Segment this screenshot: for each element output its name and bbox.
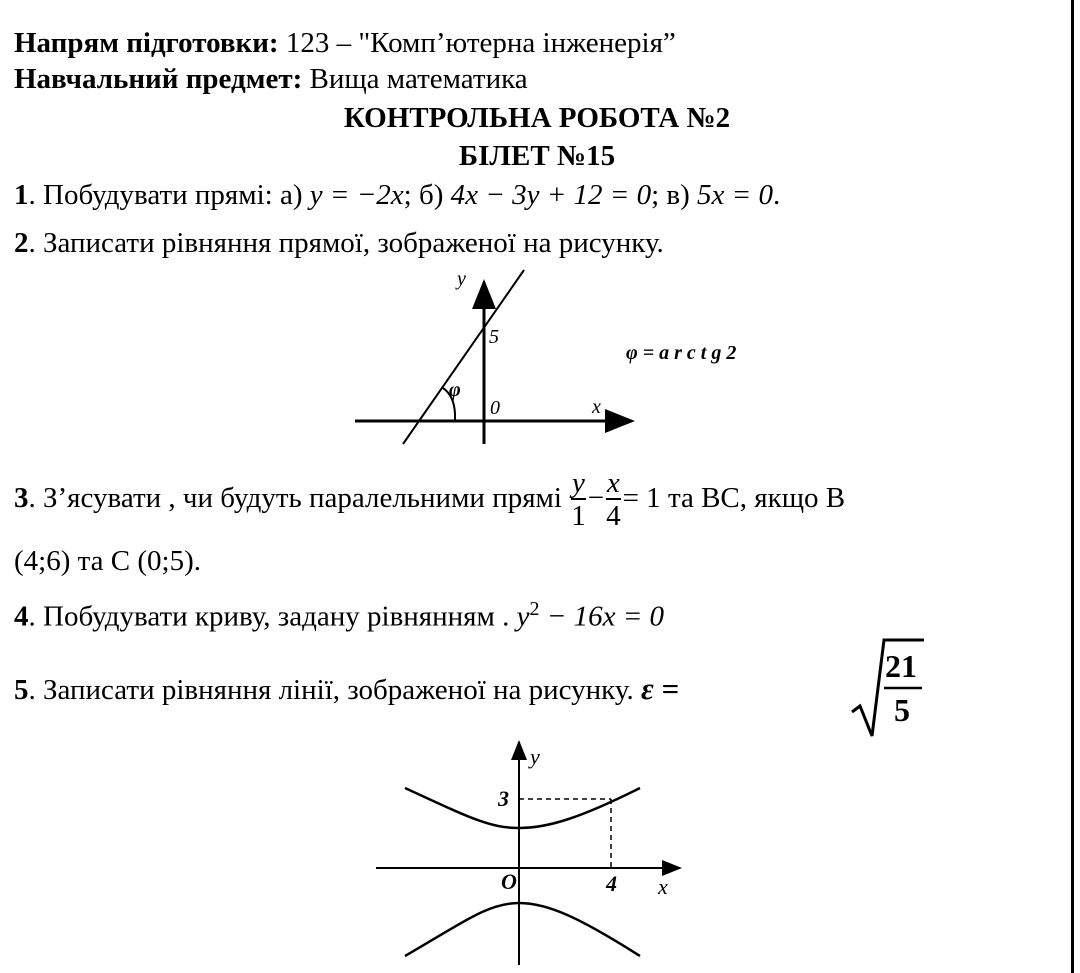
task-3-frac2-num: x [606,467,620,500]
task-5-epsilon: ε = [640,671,680,706]
direction-label: Напрям підготовки: [14,27,279,59]
task-5-origin-label: O [501,869,517,894]
task-2-x-label: x [592,396,601,418]
task-2-origin-label: 0 [490,397,500,419]
task-3-minus: − [587,482,605,514]
task-5-x-label: x [658,874,668,899]
task-2-intercept-label: 5 [489,326,499,348]
task-5-y-mark: 3 [498,786,509,811]
task-3-eq-rhs: = 1 [622,482,661,514]
task-3-text-2: та ВС, якщо В [660,482,846,514]
ticket-number: БІЛЕТ №15 [458,140,616,172]
task-5-sqrt-denominator: 5 [894,692,910,728]
task-1-sep-c: ; в) [651,179,697,211]
task-3-frac2-den: 4 [606,500,621,533]
task-1-eq-a: y = −2x [309,179,404,211]
task-1-end: . [772,179,781,211]
task-5-text: . Записати рівняння лінії, зображеної на рисунку. [28,674,641,706]
task-1-text: . Побудувати прямі: а) [28,179,310,211]
task-3-frac1-num: y [572,467,585,500]
task-1-eq-b: 4x − 3y + 12 = 0 [450,179,652,211]
task-4-exponent: 2 [529,598,540,620]
task-3-text: . З’ясувати , чи будуть паралельними прямі [28,482,570,514]
task-4-text: . Побудувати криву, задану рівнянням . [28,600,517,633]
task-5-sqrt-numerator: 21 [885,648,917,684]
task-2-y-label: y [457,268,466,290]
task-1-sep-b: ; б) [403,179,451,211]
task-2-angle-label: φ [449,379,461,401]
task-1-eq-c: 5x = 0 [697,179,773,211]
task-3-number: 3 [14,482,29,514]
task-4-eq-rest: − 16x = 0 [539,600,665,633]
task-2-text: . Записати рівняння прямої, зображеної на рисунку. [28,227,664,259]
task-4-number: 4 [14,600,29,633]
task-5-hyperbola-lower [405,903,640,956]
document-title: КОНТРОЛЬНА РОБОТА №2 [343,102,731,134]
task-3-frac1-den: 1 [571,500,586,533]
task-4-eq-y: y [516,600,530,633]
task-2-number: 2 [14,227,29,259]
task-1-number: 1 [14,179,29,211]
task-5-x-mark: 4 [606,871,617,896]
subject-value: Вища математика [309,63,528,95]
task-5-number: 5 [14,674,29,706]
task-5-y-label: y [530,744,540,769]
subject-label: Навчальний предмет: [14,63,303,95]
task-5-hyperbola-upper [405,788,640,828]
direction-value: 123 – "Комп’ютерна інженерія” [285,27,676,59]
task-3-line-2: (4;6) та С (0;5). [14,545,201,577]
task-2-angle-note: φ = a r c t g 2 [626,342,737,364]
